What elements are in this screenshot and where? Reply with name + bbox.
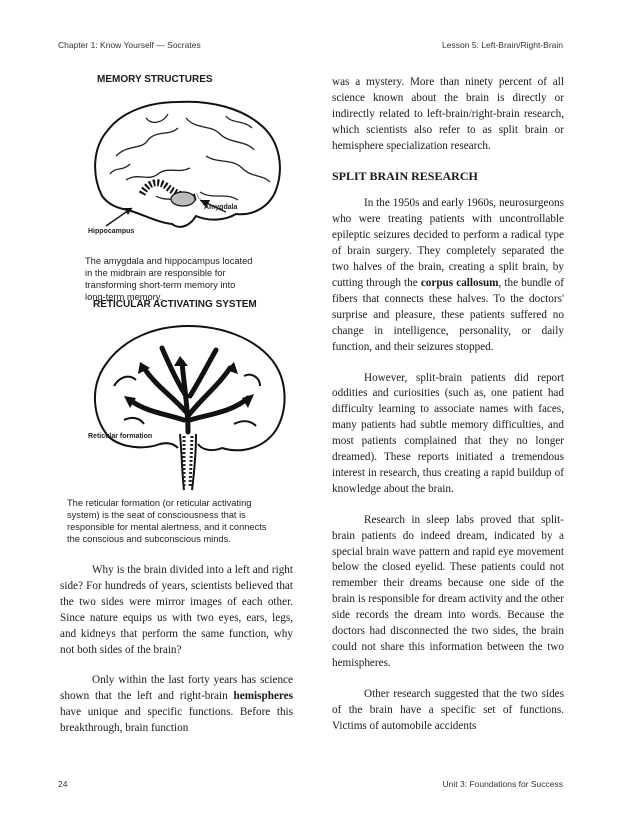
running-header-chapter: Chapter 1: Know Yourself — Socrates [58,40,201,50]
label-amygdala: Amygdala [204,204,238,211]
figure-title-reticular-activating-system: RETICULAR ACTIVATING SYSTEM [93,299,257,310]
caption-line: the conscious and subconscious minds. [67,534,231,544]
paragraph: However, split-brain patients did report oddities and curiosities (such as, one patient had difficulty learning to associate names with faces, many patients had subtle memory difficulties, and most patients complained that they no longer dreamed). These reports initiated a tremendous interest in research, thus creating a rapid buildup of knowledge about the brain. [332,371,564,495]
running-header-lesson: Lesson 5: Left-Brain/Right-Brain [442,40,563,50]
brain-memory-illustration [86,96,286,246]
caption-line: system) is the seat of consciousness that is [67,510,246,520]
paragraph: In the 1950s and early 1960s, neurosurgeons who were treating patients with uncontrollable epileptic seizures decided to perform a radical type of brain surgery. They completely separated the two halves of the brain, creating a split brain, by cutting through the corpus callosum, the bundle of fibers that connects these halves. To the doctors' surprise and pleasure, these patients suffered no change in intelligence, personality, or daily function, and their seizures stopped. [332,197,565,353]
label-hippocampus: Hippocampus [88,228,135,235]
caption-line: responsible for mental alertness, and it connects [67,522,267,532]
paragraph: Only within the last forty years has science shown that the left and right-brain hemispheres have unique and specific functions. Before this breakthrough, brain function [60,674,293,735]
paragraph: Why is the brain divided into a left and right side? For hundreds of years, scientists believed that the two sides were mirror images of each other. Since nature equips us with two eyes, ears, legs, and kidneys that perform the same function, why not both sides of the brain? [60,564,293,656]
figure-caption-memory [85,255,295,303]
term-hemispheres: hemispheres [233,690,293,703]
label-reticular-formation: Reticular formation [88,433,153,440]
figure-title-memory-structures: MEMORY STRUCTURES [97,74,213,85]
caption-line: The reticular formation (or reticular activating [67,498,252,508]
left-column-text [60,563,293,737]
brain-reticular-illustration [84,316,294,492]
section-heading-split-brain-research: SPLIT BRAIN RESEARCH [332,168,478,183]
running-footer-unit: Unit 3: Foundations for Success [442,779,563,789]
page-number: 24 [58,779,68,789]
caption-line: long-term memory. [85,292,163,302]
paragraph: Other research suggested that the two sides of the brain have a specific set of functions. Victims of automobile accidents [332,687,564,732]
caption-line: transforming short-term memory into [85,280,236,290]
caption-line: The amygdala and hippocampus located [85,256,253,266]
figure-caption-reticular [67,497,307,545]
caption-line: in the midbrain are responsible for [85,268,226,278]
paragraph: Research in sleep labs proved that split-brain patients do indeed dream, indicated by a special brain wave pattern and rapid eye movement below the closed eyelid. These patients could not remember their dreams because one side of the brain is responsible for dream activity and the other side records the dream into words. Because the doctors had disconnected the two sides, the brain could not share this information between the two hemispheres. [332,513,564,669]
term-corpus-callosum: corpus callosum [420,276,499,289]
paragraph: was a mystery. More than ninety percent of all science known about the brain is directly or indirectly related to left-brain/right-brain research, which scientists also refer to as split brain or hemisphere specialization research. [332,76,564,152]
right-column-text [332,75,564,735]
